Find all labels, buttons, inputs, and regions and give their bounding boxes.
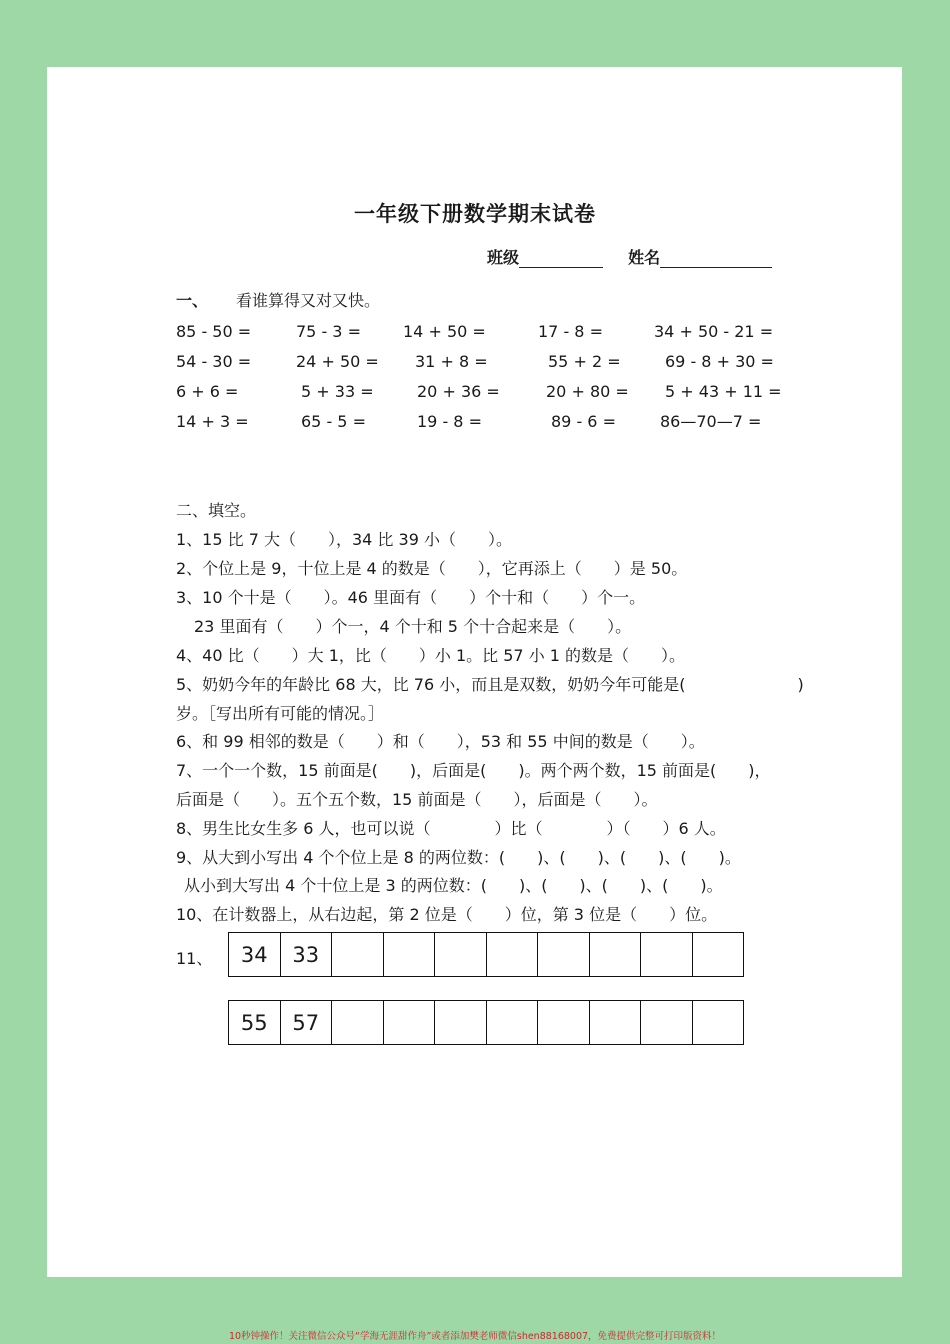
footer-promo-text: 10秒钟操作！关注微信公众号“学海无涯甜作舟”或者添加樊老师微信shen88168007，免费提供完整可打印版资料！	[228, 1331, 722, 1342]
equation: 55 + 2 =	[548, 352, 621, 371]
equation: 69 - 8 + 30 =	[665, 352, 774, 371]
question-line: 1、15 比 7 大（ ），34 比 39 小（ ）。	[176, 530, 512, 549]
grid-blank-cell[interactable]	[693, 1001, 745, 1044]
class-blank[interactable]	[519, 249, 603, 268]
equation: 17 - 8 =	[538, 322, 603, 341]
number-grid-2	[228, 1000, 744, 1045]
name-blank[interactable]	[660, 249, 772, 268]
question-line: 后面是（ ）。五个五个数，15 前面是（ ），后面是（ ）。	[176, 790, 658, 809]
equation: 20 + 36 =	[417, 382, 500, 401]
section1-heading: 看谁算得又对又快。	[236, 291, 381, 310]
number-grid-1	[228, 932, 744, 977]
question-line: 5、奶奶今年的年龄比 68 大，比 76 小，而且是双数，奶奶今年可能是( )	[176, 675, 804, 694]
question-line: 岁。［写出所有可能的情况。］	[176, 704, 385, 723]
grid-blank-cell[interactable]	[332, 933, 384, 976]
grid-blank-cell[interactable]	[538, 933, 590, 976]
grid-blank-cell[interactable]	[384, 1001, 436, 1044]
question-line: 7、一个一个数，15 前面是( )，后面是( )。两个两个数，15 前面是( )，	[176, 761, 771, 780]
question-line: 6、和 99 相邻的数是（ ）和（ ），53 和 55 中间的数是（ ）。	[176, 732, 705, 751]
equation: 14 + 50 =	[403, 322, 486, 341]
grid-cell: 57	[281, 1001, 333, 1044]
grid-cell: 55	[229, 1001, 281, 1044]
equation: 85 - 50 =	[176, 322, 252, 341]
name-label: 姓名	[628, 248, 661, 267]
section2-heading: 二、填空。	[176, 501, 257, 520]
question-line: 8、男生比女生多 6 人，也可以说（ ）比（ ）（ ）6 人。	[176, 819, 726, 838]
question-line: 23 里面有（ ）个一，4 个十和 5 个十合起来是（ ）。	[194, 617, 632, 636]
equation: 5 + 33 =	[301, 382, 374, 401]
grid-blank-cell[interactable]	[590, 933, 642, 976]
equation: 24 + 50 =	[296, 352, 379, 371]
question-line: 4、40 比（ ）大 1，比（ ）小 1。比 57 小 1 的数是（ ）。	[176, 646, 686, 665]
equation: 34 + 50 - 21 =	[654, 322, 774, 341]
grid-blank-cell[interactable]	[693, 933, 745, 976]
grid-blank-cell[interactable]	[487, 1001, 539, 1044]
grid-blank-cell[interactable]	[590, 1001, 642, 1044]
equation: 54 - 30 =	[176, 352, 252, 371]
question-line: 3、10 个十是（ ）。46 里面有（ ）个十和（ ）个一。	[176, 588, 646, 607]
question-line: 10、在计数器上，从右边起，第 2 位是（ ）位，第 3 位是（ ）位。	[176, 905, 718, 924]
equation: 20 + 80 =	[546, 382, 629, 401]
question-line: 从小到大写出 4 个十位上是 3 的两位数：( )、( )、( )、( )。	[184, 876, 723, 895]
grid-cell: 33	[281, 933, 333, 976]
grid-blank-cell[interactable]	[487, 933, 539, 976]
equation: 65 - 5 =	[301, 412, 366, 431]
grid-blank-cell[interactable]	[435, 1001, 487, 1044]
equation: 31 + 8 =	[415, 352, 488, 371]
equation: 89 - 6 =	[551, 412, 616, 431]
grid-blank-cell[interactable]	[538, 1001, 590, 1044]
equation: 75 - 3 =	[296, 322, 361, 341]
question-line: 9、从大到小写出 4 个个位上是 8 的两位数：( )、( )、( )、( )。	[176, 848, 741, 867]
class-label: 班级	[487, 248, 520, 267]
question-11-label: 11、	[176, 949, 213, 968]
equation: 86—70—7 =	[660, 412, 762, 431]
section1-number: 一、	[176, 291, 209, 310]
equation: 6 + 6 =	[176, 382, 239, 401]
equation: 19 - 8 =	[417, 412, 482, 431]
grid-blank-cell[interactable]	[641, 933, 693, 976]
page-title: 一年级下册数学期末试卷	[354, 202, 596, 226]
grid-blank-cell[interactable]	[332, 1001, 384, 1044]
grid-blank-cell[interactable]	[384, 933, 436, 976]
equation: 14 + 3 =	[176, 412, 249, 431]
grid-blank-cell[interactable]	[641, 1001, 693, 1044]
question-line: 2、个位上是 9，十位上是 4 的数是（ ），它再添上（ ）是 50。	[176, 559, 688, 578]
grid-blank-cell[interactable]	[435, 933, 487, 976]
student-info	[487, 245, 772, 268]
grid-cell: 34	[229, 933, 281, 976]
equation: 5 + 43 + 11 =	[665, 382, 782, 401]
